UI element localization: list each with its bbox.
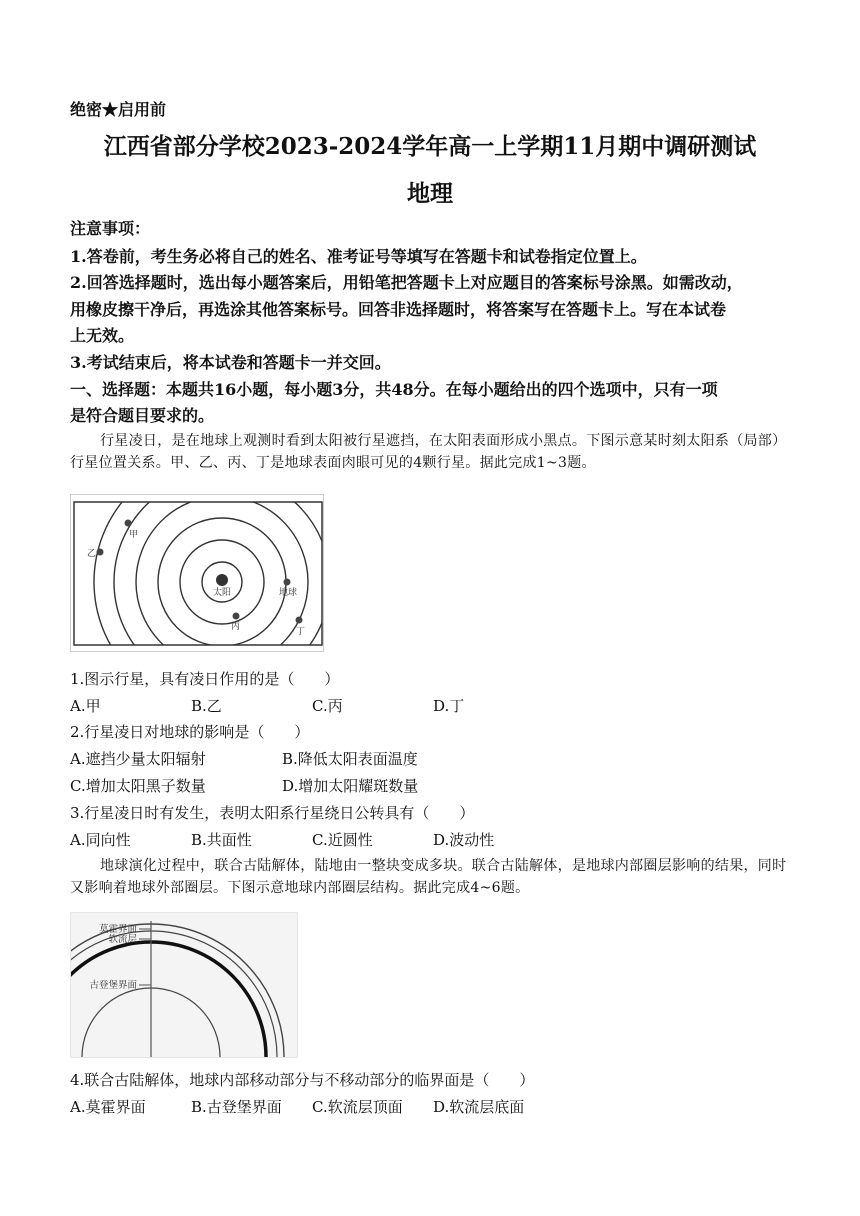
question-1-option-b: B.乙 [191, 697, 222, 715]
sun-dot [216, 574, 228, 586]
question-3-option-c: C.近圆性 [312, 831, 373, 849]
earth-label: 地球 [279, 588, 298, 598]
subject-title: 地理 [407, 180, 453, 207]
planet-bing-dot [233, 613, 240, 620]
exam-title: 江西省部分学校2023-2024学年高一上学期11月期中调研测试 [103, 133, 757, 160]
question-4-option-a: A.莫霍界面 [70, 1098, 146, 1116]
planet-bing-label: 丙 [231, 622, 241, 632]
question-3-option-a: A.同向性 [70, 831, 131, 849]
asthenosphere-label: 软流层 [108, 934, 137, 945]
question-2-option-a: A.遮挡少量太阳辐射 [70, 750, 206, 768]
notice-item-2-line-1: 2.回答选择题时，选出每小题答案后，用铅笔把答题卡上对应题目的答案标号涂黑。如需改动， [70, 273, 743, 292]
section-heading-line-1: 一、选择题：本题共16小题，每小题3分，共48分。在每小题给出的四个选项中，只有一项 [70, 380, 718, 399]
question-2-option-c: C.增加太阳黑子数量 [70, 777, 206, 795]
passage-2: 地球演化过程中，联合古陆解体，陆地由一整块变成多块。联合古陆解体，是地球内部圈层影响的结果，同时又影响着地球外部圈层。下图示意地球内部圈层结构。据此完成4~6题。 [70, 858, 787, 896]
planet-yi-label: 乙 [87, 549, 97, 559]
confidential-mark: 绝密★启用前 [70, 100, 167, 119]
notice-item-2-line-2: 用橡皮擦干净后，再选涂其他答案标号。回答非选择题时，将答案写在答题卡上。写在本试卷 [70, 300, 727, 319]
notice-item-3: 3.考试结束后，将本试卷和答题卡一并交回。 [70, 353, 391, 372]
earth-interior-figure [70, 912, 298, 1058]
question-1-option-c: C.丙 [312, 697, 343, 715]
question-2-option-b: B.降低太阳表面温度 [282, 750, 418, 768]
planet-yi-dot [97, 549, 104, 556]
question-1-option-d: D.丁 [433, 697, 465, 715]
planet-jia-dot [125, 520, 132, 527]
question-1-option-a: A.甲 [70, 697, 101, 715]
sun-label: 太阳 [213, 588, 232, 598]
planet-ding-dot [296, 617, 303, 624]
question-2-option-d: D.增加太阳耀斑数量 [282, 777, 419, 795]
planet-jia-label: 甲 [129, 530, 139, 540]
earth-dot [284, 579, 291, 586]
notice-item-2-line-3: 上无效。 [70, 326, 135, 345]
passage-1: 行星凌日，是在地球上观测时看到太阳被行星遮挡，在太阳表面形成小黑点。下图示意某时刻太阳系（局部）行星位置关系。甲、乙、丙、丁是地球表面肉眼可见的4颗行星。据此完成1~3题。 [70, 433, 787, 471]
question-1-stem: 1.图示行星，具有凌日作用的是（ ） [70, 670, 340, 688]
question-3-option-b: B.共面性 [191, 831, 252, 849]
question-4-option-d: D.软流层底面 [433, 1098, 525, 1116]
solar-system-figure [70, 494, 324, 652]
notice-heading: 注意事项： [70, 219, 151, 238]
gutenberg-label: 古登堡界面 [89, 980, 137, 991]
planet-ding-label: 丁 [296, 627, 306, 637]
question-3-stem: 3.行星凌日时有发生，表明太阳系行星绕日公转具有（ ） [70, 804, 475, 822]
notice-item-1: 1.答卷前，考生务必将自己的姓名、准考证号等填写在答题卡和试卷指定位置上。 [70, 247, 647, 266]
question-4-stem: 4.联合古陆解体，地球内部移动部分与不移动部分的临界面是（ ） [70, 1071, 535, 1089]
question-2-stem: 2.行星凌日对地球的影响是（ ） [70, 723, 310, 741]
question-4-option-c: C.软流层顶面 [312, 1098, 403, 1116]
question-4-option-b: B.古登堡界面 [191, 1098, 282, 1116]
question-3-option-d: D.波动性 [433, 831, 495, 849]
moho-label: 莫霍界面 [98, 924, 137, 935]
section-heading-line-2: 是符合题目要求的。 [70, 406, 215, 425]
asthenosphere-arc [70, 942, 266, 1058]
